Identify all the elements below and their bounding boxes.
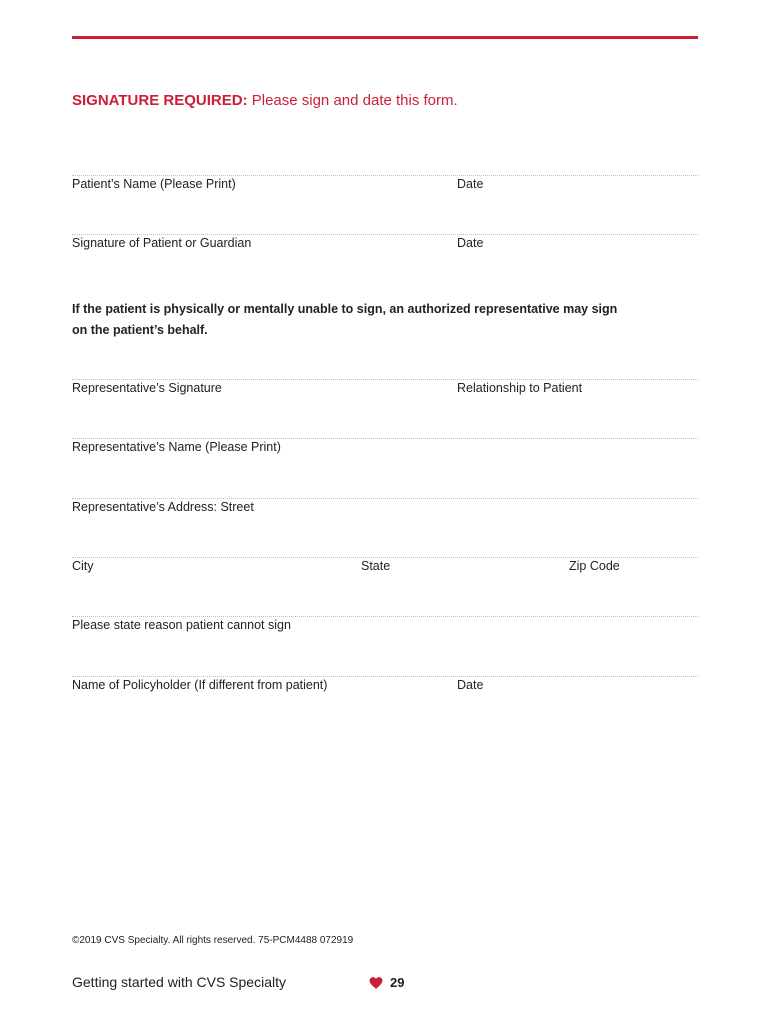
city-label: City [72,559,94,573]
patient-name-label: Patient’s Name (Please Print) [72,177,236,191]
representative-signature-label: Representative’s Signature [72,381,222,395]
representative-address-row[interactable] [72,498,698,539]
state-label: State [361,559,391,573]
date-label-2: Date [457,236,484,250]
heart-icon [369,976,383,990]
footer-title: Getting started with CVS Specialty [72,974,286,990]
top-rule [72,36,698,39]
representative-notice: If the patient is physically or mentally unable to sign, an authorized representative may sign on the patient’s behalf. [72,302,618,337]
representative-name-row[interactable] [72,438,698,479]
representative-address-label: Representative’s Address: Street [72,500,254,514]
policyholder-row[interactable] [72,676,698,717]
zip-label: Zip Code [569,559,620,573]
policyholder-label: Name of Policyholder (If different from patient) [72,678,328,692]
patient-signature-label: Signature of Patient or Guardian [72,236,252,250]
copyright-notice: ©2019 CVS Specialty. All rights reserved. 75-PCM4488 072919 [72,935,354,946]
representative-signature-row[interactable] [72,379,698,420]
relationship-label: Relationship to Patient [457,381,583,395]
date-label-3: Date [457,678,484,692]
representative-name-label: Representative’s Name (Please Print) [72,440,281,454]
city-state-zip-row[interactable] [72,557,698,598]
patient-name-row[interactable] [72,175,698,216]
signature-instruction: Please sign and date this form. [247,92,458,109]
reason-label: Please state reason patient cannot sign [72,618,291,632]
signature-heading [72,92,458,109]
patient-signature-row[interactable] [72,234,698,275]
page-number: 29 [390,975,405,990]
signature-required-label: SIGNATURE REQUIRED: [72,92,248,109]
reason-row[interactable] [72,616,698,657]
date-label-1: Date [457,177,484,191]
